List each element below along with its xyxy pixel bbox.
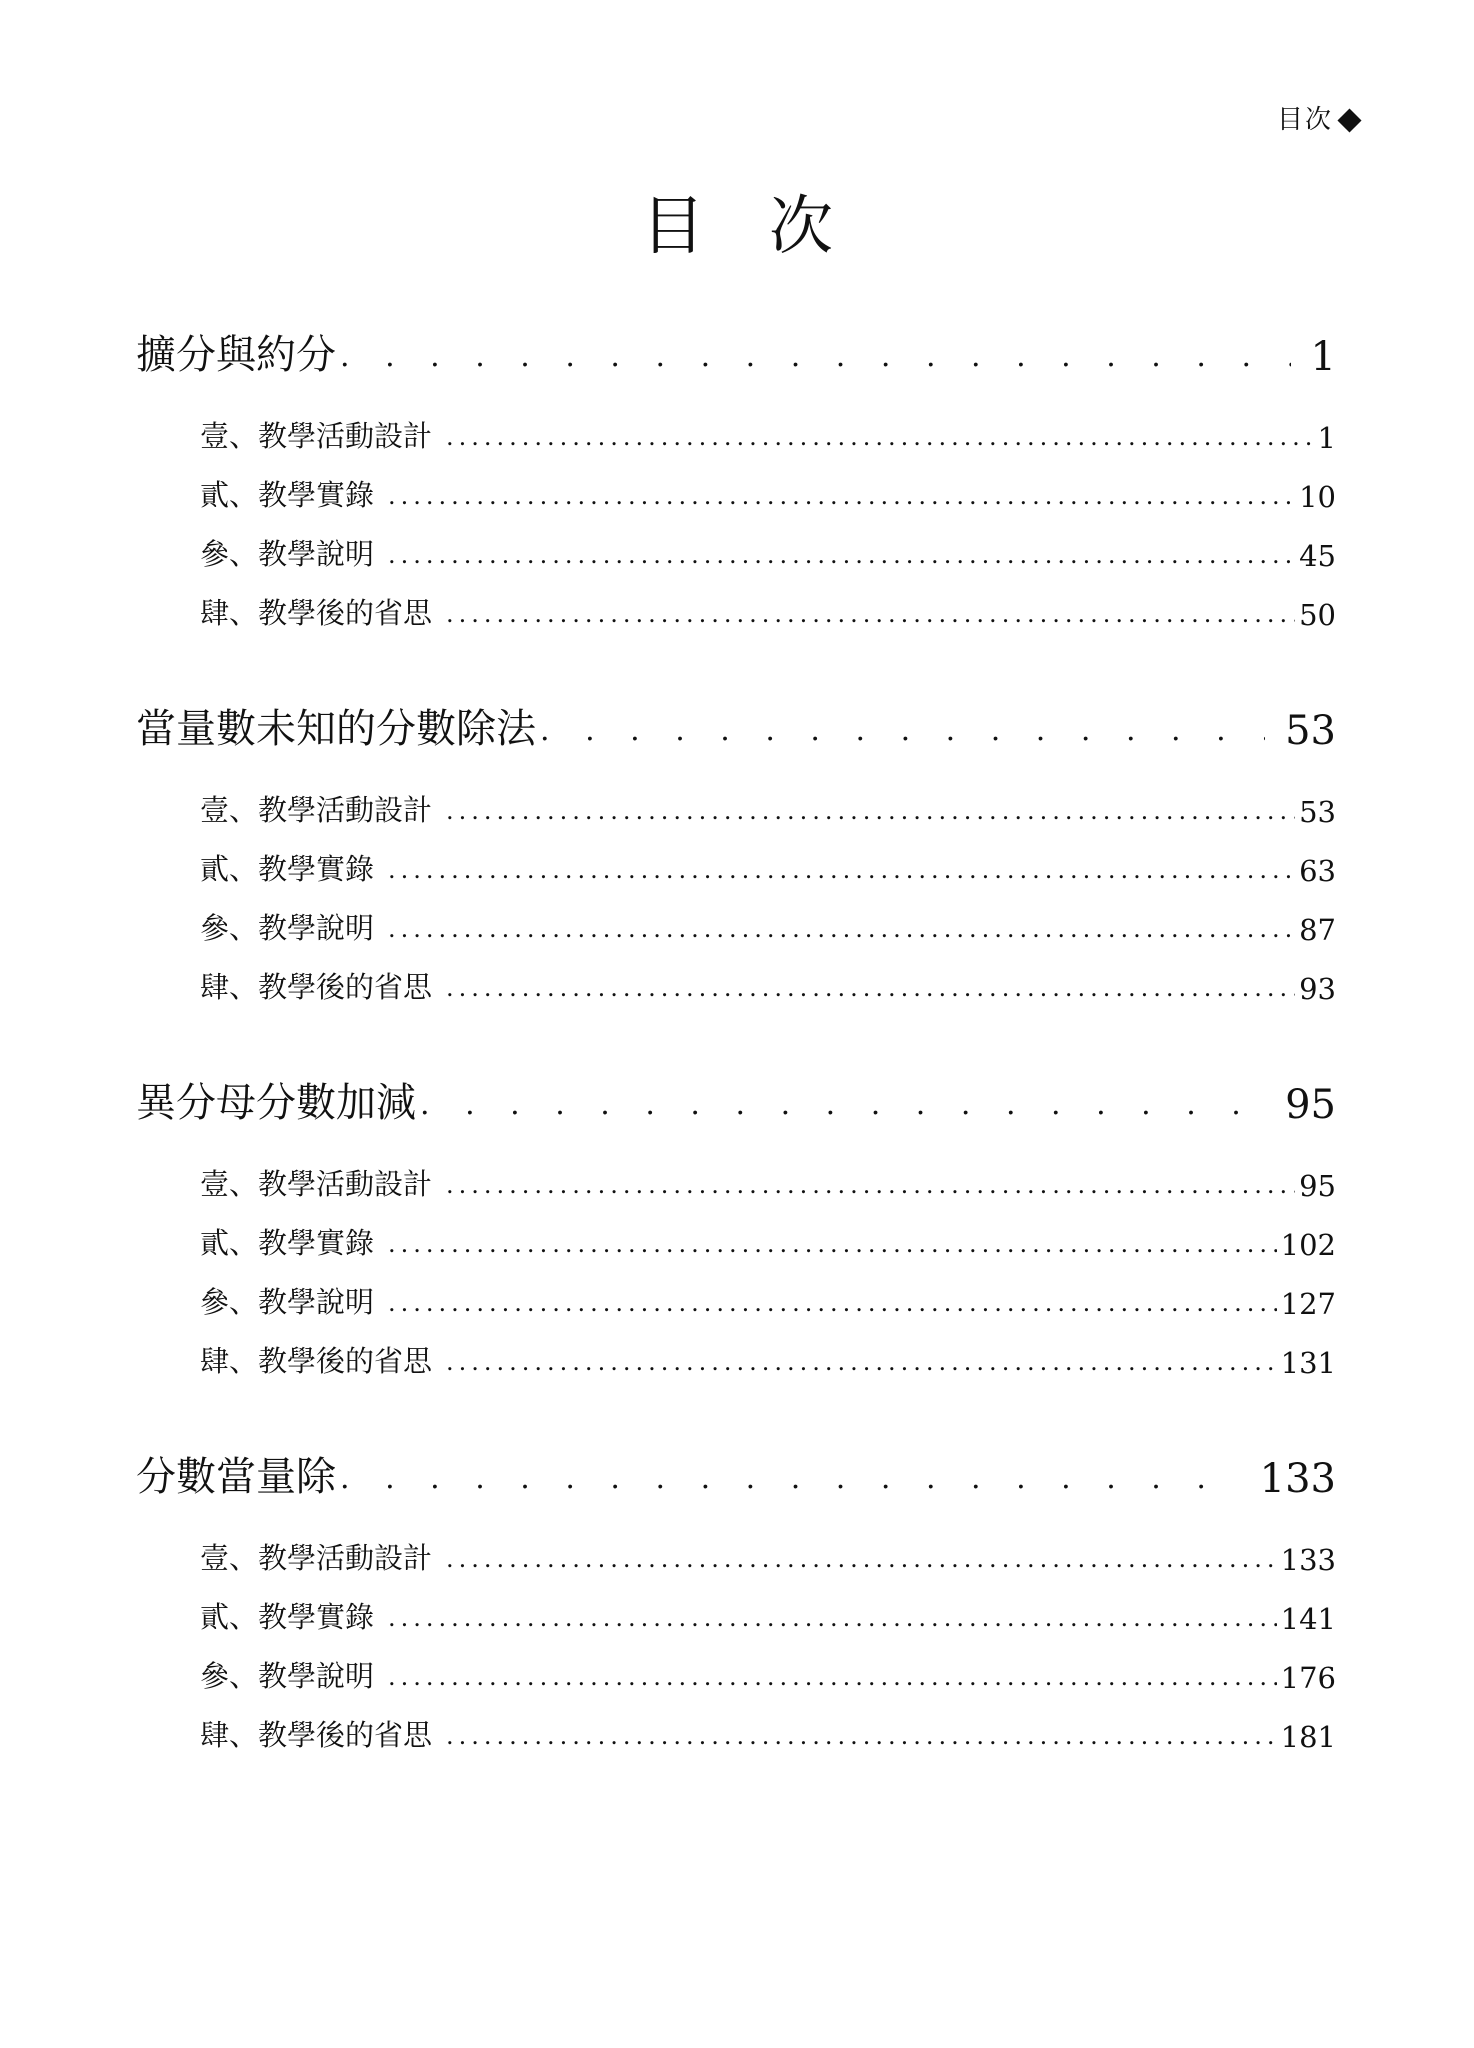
entry-page-number: 87 xyxy=(1299,913,1336,947)
running-header-title: 目次 xyxy=(1276,105,1333,135)
chapter-page-number: 53 xyxy=(1285,708,1336,754)
entry-page-number: 45 xyxy=(1299,539,1336,573)
entry-row xyxy=(200,829,1336,888)
entry-title: 肆、教學後的省思 xyxy=(200,596,433,630)
diamond-icon xyxy=(1337,108,1361,132)
chapter-title: 異分母分數加減 xyxy=(136,1080,416,1126)
entry-row xyxy=(200,1144,1336,1203)
entry-row xyxy=(200,1321,1336,1380)
entry-row xyxy=(200,1695,1336,1754)
entry-title: 壹、教學活動設計 xyxy=(200,419,433,453)
dot-leader xyxy=(446,1348,1277,1380)
toc-section-3 xyxy=(136,1048,1336,1380)
entry-title: 參、教學說明 xyxy=(200,537,375,571)
entry-title: 貳、教學實錄 xyxy=(200,1600,375,1634)
entry-page-number: 127 xyxy=(1280,1287,1336,1321)
entry-title: 肆、教學後的省思 xyxy=(200,1718,433,1752)
entry-row xyxy=(200,770,1336,829)
entry-page-number: 10 xyxy=(1299,480,1336,514)
dot-leader xyxy=(388,1289,1277,1321)
running-header xyxy=(1277,102,1358,138)
entry-row xyxy=(200,1203,1336,1262)
entry-list xyxy=(136,396,1336,632)
entry-page-number: 93 xyxy=(1299,972,1336,1006)
dot-leader xyxy=(446,423,1314,455)
chapter-title: 分數當量除 xyxy=(136,1454,336,1500)
entry-list xyxy=(136,1518,1336,1754)
entry-row xyxy=(200,573,1336,632)
entry-page-number: 141 xyxy=(1280,1602,1336,1636)
chapter-page-number: 1 xyxy=(1310,334,1336,380)
entry-title: 參、教學說明 xyxy=(200,911,375,945)
dot-leader xyxy=(446,1545,1277,1577)
entry-title: 參、教學說明 xyxy=(200,1285,375,1319)
dot-leader xyxy=(388,541,1295,573)
entry-page-number: 181 xyxy=(1280,1720,1336,1754)
entry-title: 貳、教學實錄 xyxy=(200,478,375,512)
dot-leader xyxy=(420,1087,1265,1128)
chapter-row xyxy=(136,1422,1336,1502)
dot-leader xyxy=(446,797,1295,829)
dot-leader xyxy=(446,600,1295,632)
entry-title: 壹、教學活動設計 xyxy=(200,1167,433,1201)
entry-title: 貳、教學實錄 xyxy=(200,1226,375,1260)
dot-leader xyxy=(540,713,1265,754)
entry-title: 肆、教學後的省思 xyxy=(200,970,433,1004)
entry-page-number: 50 xyxy=(1299,598,1336,632)
table-of-contents xyxy=(136,300,1336,1796)
dot-leader xyxy=(446,1722,1277,1754)
entry-page-number: 95 xyxy=(1299,1169,1336,1203)
chapter-row xyxy=(136,300,1336,380)
entry-title: 壹、教學活動設計 xyxy=(200,1541,433,1575)
chapter-row xyxy=(136,674,1336,754)
entry-row xyxy=(200,396,1336,455)
entry-list xyxy=(136,1144,1336,1380)
entry-row xyxy=(200,1577,1336,1636)
entry-page-number: 131 xyxy=(1280,1346,1336,1380)
entry-title: 貳、教學實錄 xyxy=(200,852,375,886)
entry-page-number: 53 xyxy=(1299,795,1336,829)
entry-row xyxy=(200,1636,1336,1695)
entry-row xyxy=(200,1518,1336,1577)
dot-leader xyxy=(388,1604,1277,1636)
entry-page-number: 133 xyxy=(1280,1543,1336,1577)
entry-title: 壹、教學活動設計 xyxy=(200,793,433,827)
dot-leader xyxy=(388,482,1295,514)
entry-row xyxy=(200,455,1336,514)
dot-leader xyxy=(340,339,1291,380)
dot-leader xyxy=(446,974,1295,1006)
entry-page-number: 63 xyxy=(1299,854,1336,888)
toc-section-4 xyxy=(136,1422,1336,1754)
entry-page-number: 176 xyxy=(1280,1661,1336,1695)
dot-leader xyxy=(388,1230,1277,1262)
entry-row xyxy=(200,1262,1336,1321)
entry-list xyxy=(136,770,1336,1006)
entry-row xyxy=(200,947,1336,1006)
entry-page-number: 1 xyxy=(1317,421,1336,455)
chapter-title: 當量數未知的分數除法 xyxy=(136,706,536,752)
page-title: 目 次 xyxy=(641,190,833,264)
dot-leader xyxy=(388,1663,1277,1695)
chapter-row xyxy=(136,1048,1336,1128)
chapter-page-number: 95 xyxy=(1285,1082,1336,1128)
entry-page-number: 102 xyxy=(1280,1228,1336,1262)
chapter-page-number: 133 xyxy=(1259,1456,1336,1502)
toc-section-2 xyxy=(136,674,1336,1006)
toc-section-1 xyxy=(136,300,1336,632)
entry-row xyxy=(200,888,1336,947)
dot-leader xyxy=(340,1461,1240,1502)
chapter-title: 擴分與約分 xyxy=(136,332,336,378)
entry-title: 肆、教學後的省思 xyxy=(200,1344,433,1378)
dot-leader xyxy=(388,915,1295,947)
entry-title: 參、教學說明 xyxy=(200,1659,375,1693)
entry-row xyxy=(200,514,1336,573)
dot-leader xyxy=(388,856,1295,888)
dot-leader xyxy=(446,1171,1295,1203)
